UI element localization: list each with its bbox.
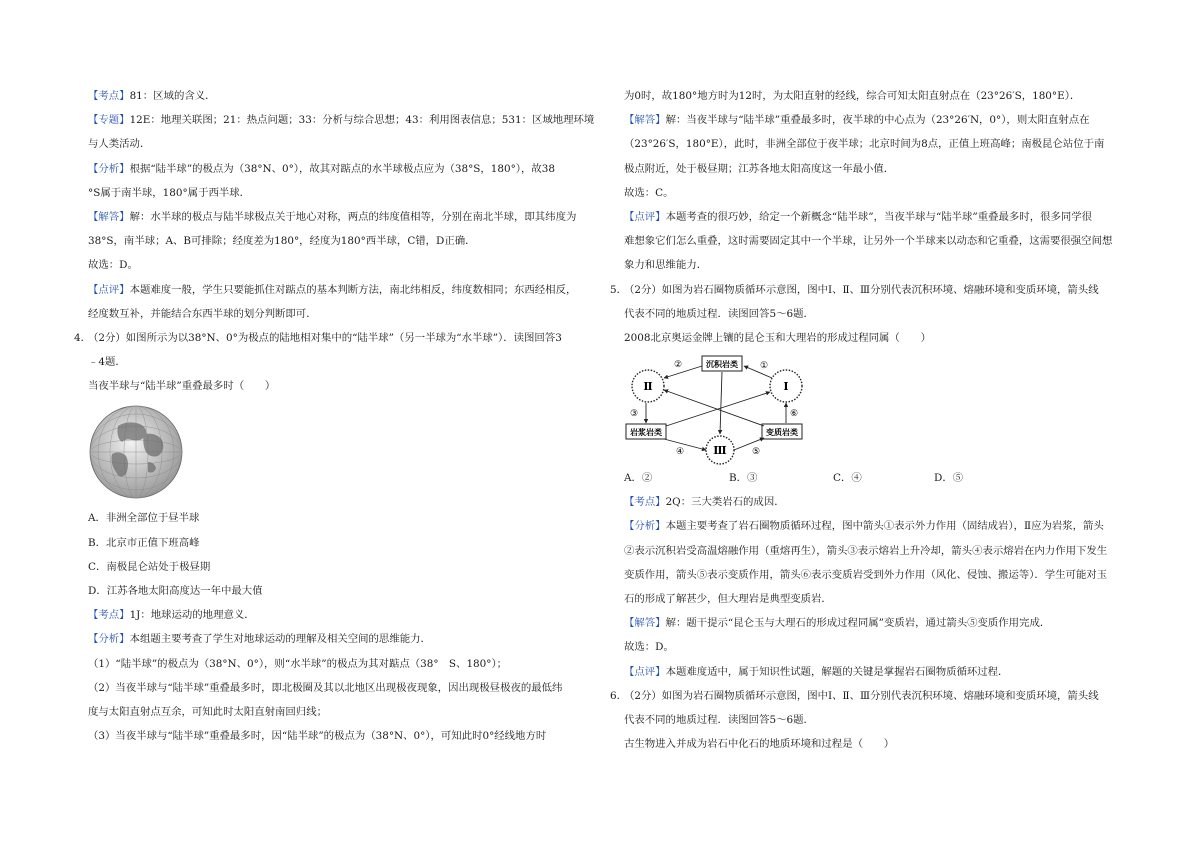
q4-fenxi-2a: （2）当夜半球与“陆半球”重叠最多时，即北极圈及其以北地区出现极夜现象，因出现极昼极夜的最低纬 [88,681,563,694]
q4-option-a: A．非洲全部位于昼半球 [88,512,200,525]
q4-dianping-c: 象力和思维能力． [624,259,708,272]
q5-fenxi: 【分析】本题主要考查了岩石圈物质循环过程，图中箭头①表示外力作用（固结成岩），Ⅱ应为岩浆，箭头 [624,520,1104,533]
environment-III-label: Ⅲ [713,444,727,458]
arrow-sed-to-III [720,372,722,434]
q3-fenxi: 【分析】根据“陆半球”的极点为（38°N、0°），故其对踮点的水半球极点应为（38°S，180°），故38 [88,162,555,175]
q5-options [624,472,1132,484]
q4-dianping: 【点评】本题考查的很巧妙，给定一个新概念“陆半球”，当夜半球与“陆半球”重叠最多时，很多同学很 [624,210,1093,223]
q6-stem-cont: 代表不同的地质过程．读图回答5～6题． [624,713,814,726]
arrow-1-label: ① [760,361,769,372]
arrow-met-to-II [664,390,764,426]
q5-option-d: D．⑤ [934,472,964,485]
q3-jieda-cont: 38°S，南半球；A、B可排除；经度差为180°，经度为180°西半球，C错，D正确． [88,235,476,248]
q5-dianping: 【点评】本题难度适中，属于知识性试题，解题的关键是掌握岩石圈物质循环过程． [624,665,1009,678]
q6-number: 6． [610,689,628,702]
q5-number: 5． [610,283,628,296]
left-column [74,90,595,754]
rock-cycle-diagram [624,354,804,466]
q4-fenxi-3-cont: 为0时，故180°地方时为12时，为太阳直射的经线，综合可知太阳直射点在（23°26′S，180°E）． [624,90,1081,102]
q5-question: 2008北京奥运金牌上镶的昆仑玉和大理岩的形成过程同属（ ） [624,331,931,344]
q4-fenxi: 【分析】本组题主要考查了学生对地球运动的理解及相关空间的思维能力． [88,633,431,646]
q4-stem-cont: ﹣4题． [88,356,126,369]
q5-kaodian: 【考点】2Q：三大类岩石的成因． [624,496,785,509]
q4-fenxi-1: （1）“陆半球”的极点为（38°N、0°），则“水半球”的极点为其对踮点（38° S、180°）； [88,657,508,670]
q3-jieda: 【解答】解：水半球的极点与陆半球极点关于地心对称，两点的纬度值相等，分别在南北半球，即其纬度为 [88,210,577,223]
arrow-4-label: ④ [676,447,685,458]
q5-answer: 故选：D。 [624,641,674,654]
environment-I-label: Ⅰ [783,380,789,394]
q4-fenxi-2b: 度与太阳直射点互余，可知此时太阳直射南回归线； [88,705,327,718]
q4-fenxi-3: （3）当夜半球与“陆半球”重叠最多时，因“陆半球”的极点为（38°N、0°），可知此时0°经线地方时 [88,730,547,743]
q4-option-c: C．南极昆仑站处于极昼期 [88,560,211,573]
q4-option-b: B．北京市正值下班高峰 [88,536,200,549]
q3-fenxi-cont: °S属于南半球，180°属于西半球． [88,186,251,199]
rock-cycle-svg [624,354,804,466]
arrow-4 [664,439,706,450]
metamorphic-rock-label: 变质岩类 [766,427,798,438]
arrow-5-label: ⑤ [752,447,761,458]
globe-image [88,404,184,500]
q3-kaodian: 【考点】81：区域的含义． [88,90,216,102]
q5-jieda: 【解答】解：题干提示“昆仑玉与大理石的形成过程同属”变质岩，通过箭头⑤变质作用完成． [624,617,1051,630]
q3-zhuanti-cont: 与人类活动． [88,138,151,151]
q6-question: 古生物进入并成为岩石中化石的地质环境和过程是（ ） [624,738,895,751]
q4-option-d: D．江苏各地太阳高度达一年中最大值 [88,585,263,597]
q4-jieda: 【解答】解：当夜半球与“陆半球”重叠最多时，夜半球的中心点为（23°26′N，0°），则太阳直射点在 [624,114,1090,127]
q4-dianping-b: 难想象它们怎么重叠，这时需要固定其中一个半球，让另外一个半球来以动态和它重叠，这需要很强空间想 [624,235,1113,248]
arrow-3-label: ③ [630,409,639,420]
land-hemisphere-globe-figure [88,404,184,500]
q5-option-c: C．④ [833,472,862,485]
q5-option-b: B．③ [729,472,758,485]
q4-jieda-b: （23°26′S，180°E），此时，非洲全部位于夜半球；北京时间为8点，正值上班高峰；南极昆仑站位于南 [624,138,1105,151]
arrow-6-label: ⑥ [790,409,799,420]
q6-stem: 6． （2分）如图为岩石圈物质循环示意图，图中Ⅰ、Ⅱ、Ⅲ分别代表沉积环境、熔融环境和变质环境，箭头线 [610,689,1099,702]
q4-stem: 4． （2分）如图所示为以38°N、0°为极点的陆地相对集中的“陆半球”（另一半球为“水半球”）．读图回答3 [74,331,562,344]
right-column [610,90,1132,762]
q5-fenxi-c: 变质作用，箭头⑤表示变质作用，箭头⑥表示变质岩受到外力作用（风化、侵蚀、搬运等）．学生可能对玉 [624,568,1108,581]
q3-dianping: 【点评】本题难度一般，学生只要能抓住对踮点的基本判断方法，南北纬相反，纬度数相同；东西经相反， [88,283,577,296]
environment-II-label: Ⅱ [643,380,653,394]
arrow-ign-to-I [666,392,770,426]
q4-number: 4． [74,331,92,344]
arrow-2-label: ② [674,360,683,371]
arrow-2 [664,366,702,378]
q3-answer: 故选：D。 [88,259,138,272]
q4-answer: 故选：C。 [624,186,674,199]
q3-dianping-cont: 经度数互补，并能结合东西半球的划分判断即可． [88,307,317,320]
q5-stem-cont: 代表不同的地质过程．读图回答5～6题． [624,307,814,320]
q5-fenxi-d: 石的形成了解甚少，但大理岩是典型变质岩． [624,593,832,605]
q5-fenxi-b: ②表示沉积岩受高温熔融作用（重熔再生），箭头③表示熔岩上升冷却，箭头④表示熔岩在内力作用下发生 [624,544,1108,557]
sedimentary-rock-label: 沉积岩类 [706,359,738,370]
q5-option-a: A．② [624,472,653,485]
q3-zhuanti: 【专题】12E：地理关联图；21：热点问题；33：分析与综合思想；43：利用图表信息；531：区域地理环境 [88,114,595,127]
q4-question: 当夜半球与“陆半球”重叠最多时（ ） [88,380,276,393]
q4-jieda-c: 极点附近，处于极昼期；江苏各地太阳高度这一年最小值． [624,162,895,175]
q4-kaodian: 【考点】1J：地球运动的地理意义． [88,609,255,622]
igneous-rock-label: 岩浆岩类 [630,427,662,438]
q5-stem: 5． （2分）如图为岩石圈物质循环示意图，图中Ⅰ、Ⅱ、Ⅲ分别代表沉积环境、熔融环境和变质环境，箭头线 [610,283,1099,296]
